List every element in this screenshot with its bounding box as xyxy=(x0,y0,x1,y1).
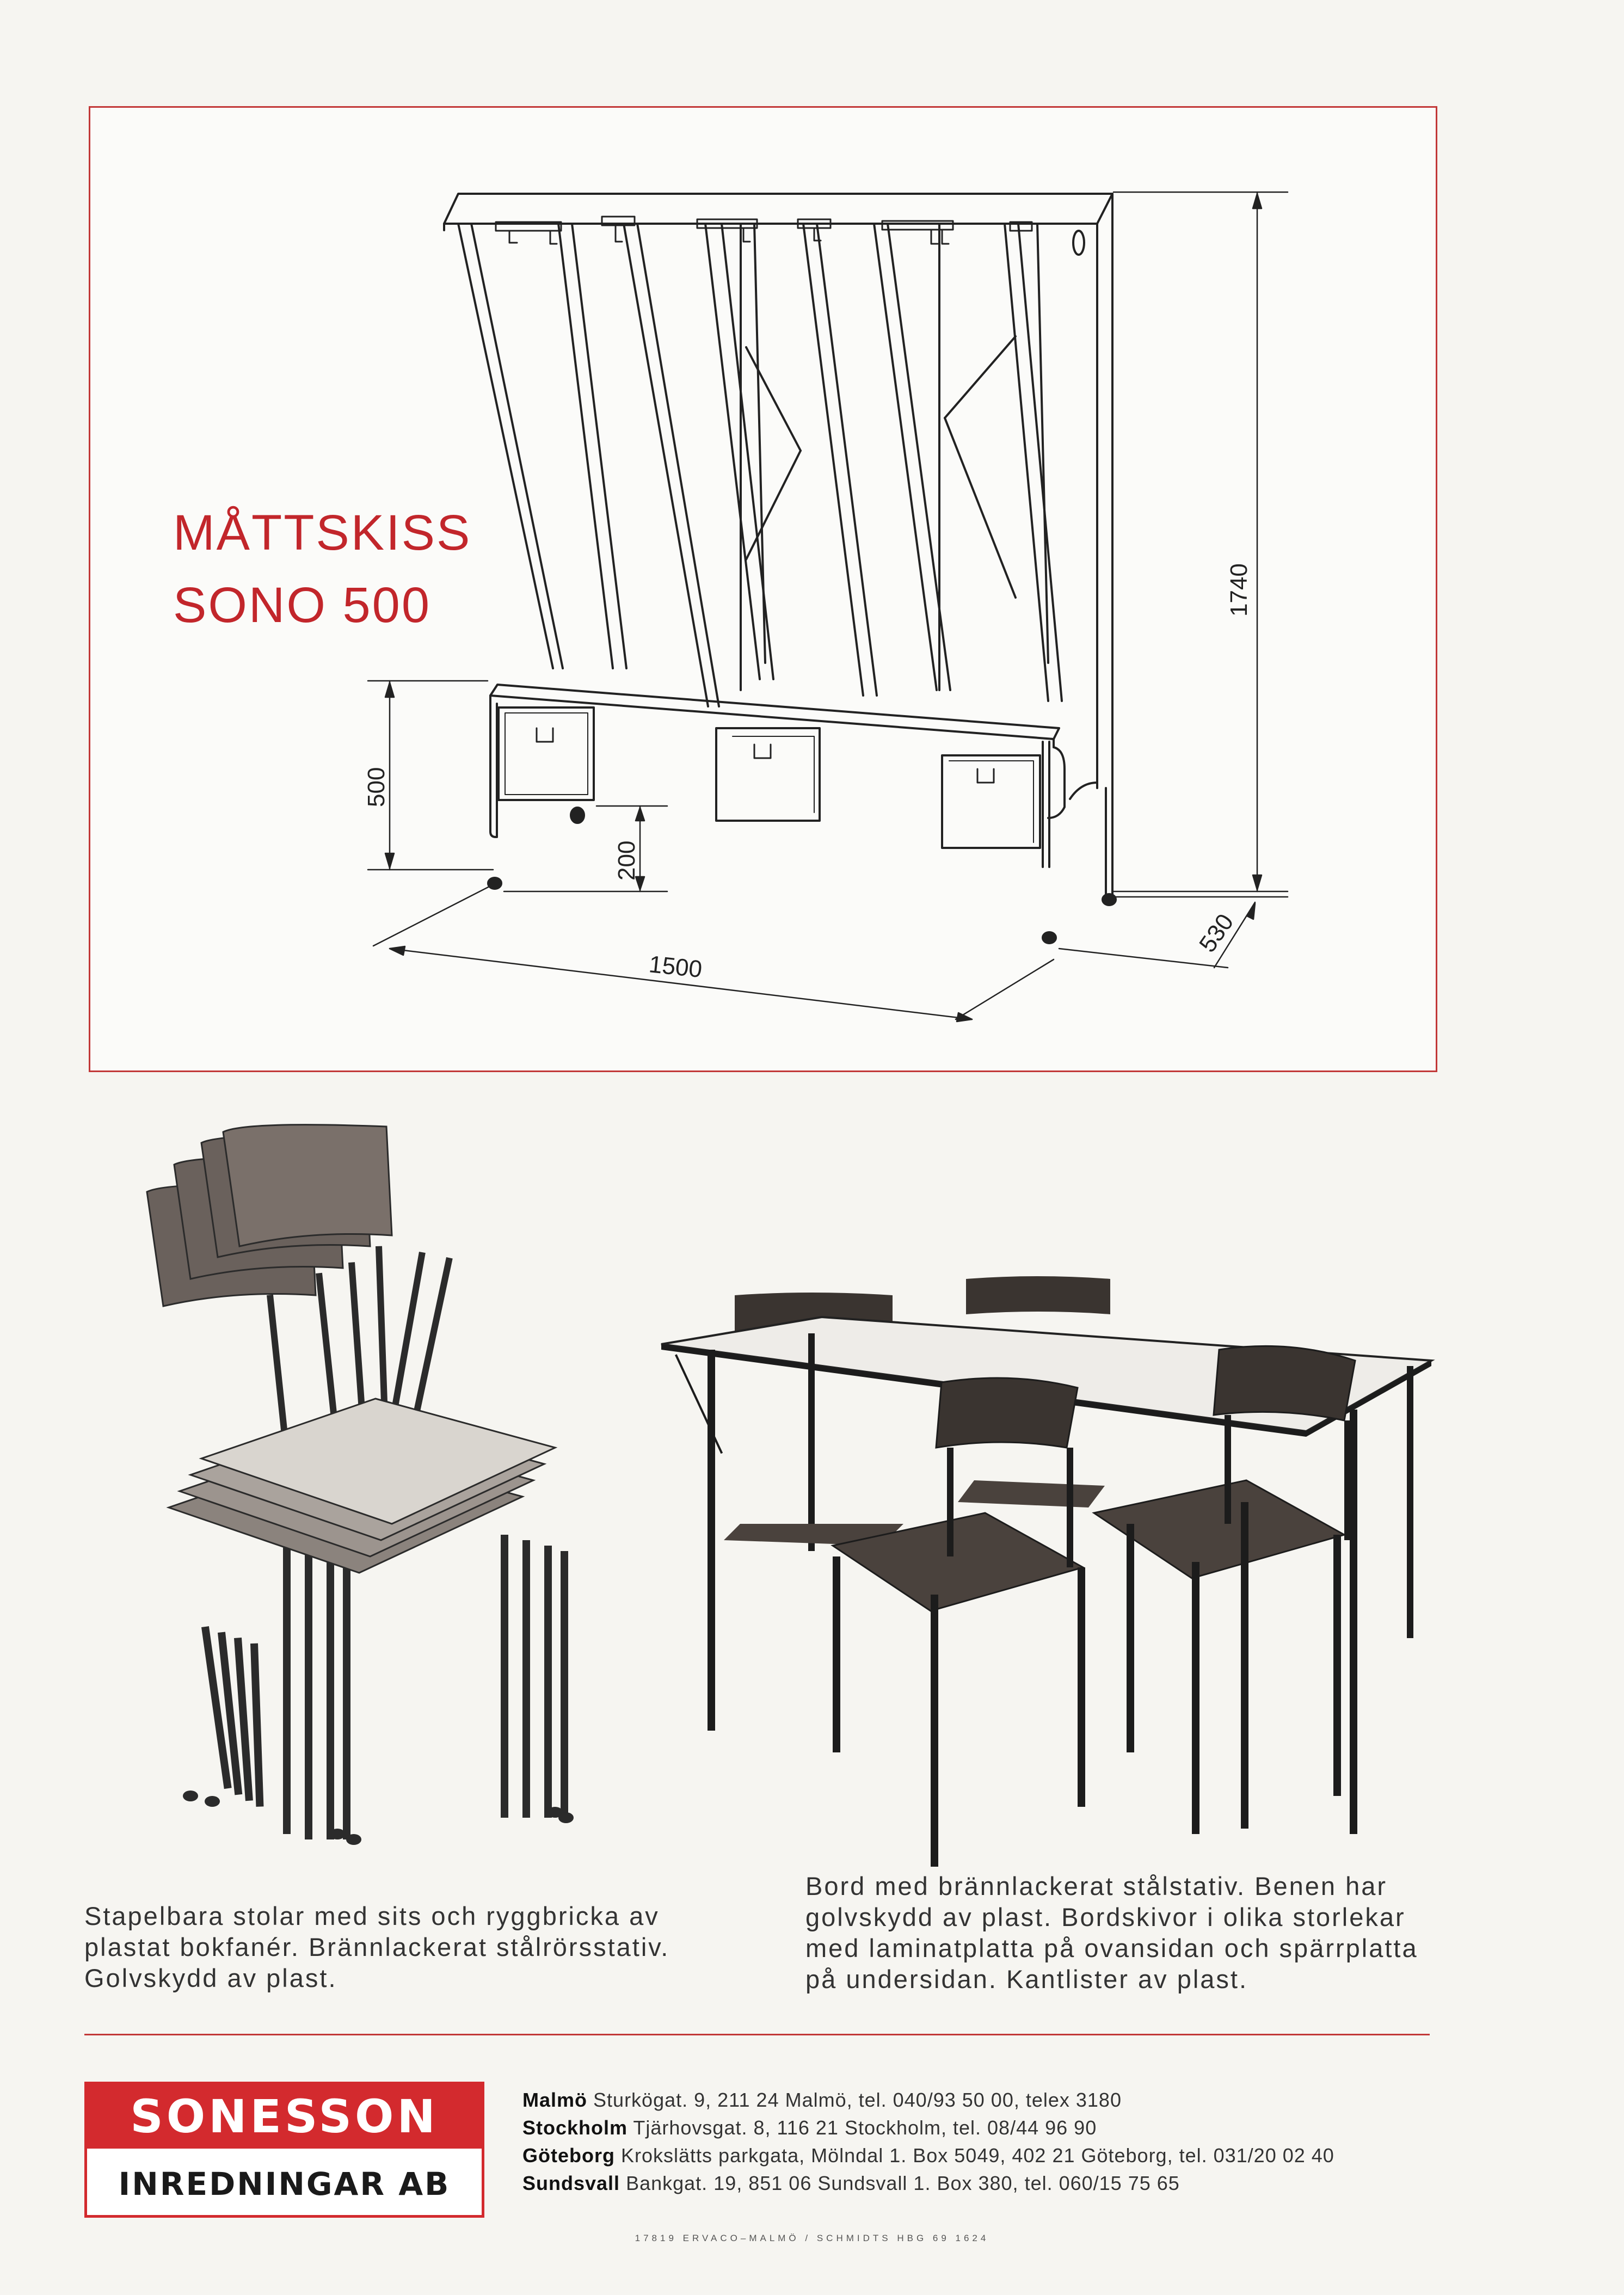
address-text: Tjärhovsgat. 8, 116 21 Stockholm, tel. 08/44 96 90 xyxy=(633,2116,1097,2139)
chairs-caption xyxy=(84,1900,716,1993)
address-text: Krokslätts parkgata, Mölndal 1. Box 5049, 402 21 Göteborg, tel. 031/20 02 40 xyxy=(621,2144,1334,2167)
address-row xyxy=(522,2142,1480,2169)
footer-divider xyxy=(84,2034,1430,2035)
logo-company-subtitle: INREDNINGAR AB xyxy=(118,2165,451,2202)
chairs-caption-line: Golvskydd av plast. xyxy=(84,1964,337,1992)
dim-depth-label: 530 xyxy=(1194,909,1239,957)
table-caption xyxy=(805,1871,1437,1995)
dim-height-label: 1740 xyxy=(1226,563,1252,617)
sketch-title-line1: MÅTTSKISS xyxy=(173,505,472,561)
table-caption-line: golvskydd av plast. Bordskivor i olika storlekar xyxy=(805,1903,1406,1931)
sonesson-logo xyxy=(84,2082,484,2218)
logo-company-name: SONESSON xyxy=(87,2084,482,2149)
address-row xyxy=(522,2114,1480,2142)
table-caption-line: med laminatplatta på ovansidan och spärrplatta xyxy=(805,1934,1418,1962)
address-text: Bankgat. 19, 851 06 Sundsvall 1. Box 380, tel. 060/15 75 65 xyxy=(626,2172,1180,2194)
address-city: Malmö xyxy=(522,2089,588,2111)
dimension-sketch xyxy=(89,106,1437,1072)
dim-lift-label: 200 xyxy=(613,840,640,881)
address-city: Sundsvall xyxy=(522,2172,620,2194)
address-row xyxy=(522,2169,1480,2197)
address-row xyxy=(522,2086,1480,2114)
address-city: Stockholm xyxy=(522,2116,628,2139)
table-caption-line: Bord med brännlackerat stålstativ. Benen har xyxy=(805,1872,1388,1900)
office-addresses xyxy=(522,2086,1480,2197)
stacked-chairs-photo xyxy=(87,1110,642,1894)
table-caption-line: på undersidan. Kantlister av plast. xyxy=(805,1965,1248,1993)
sketch-title-line2: SONO 500 xyxy=(173,577,431,633)
chairs-caption-line: plastat bokfanér. Brännlackerat stålrörsstativ. xyxy=(84,1933,670,1961)
address-city: Göteborg xyxy=(522,2144,615,2167)
printer-imprint: 17819 ERVACO–MALMÖ / SCHMIDTS HBG 69 1624 xyxy=(635,2233,989,2243)
dim-bench-label: 500 xyxy=(363,767,390,807)
table-and-chairs-photo xyxy=(653,1273,1437,1867)
address-text: Sturkögat. 9, 211 24 Malmö, tel. 040/93 50 00, telex 3180 xyxy=(593,2089,1122,2111)
chairs-caption-line: Stapelbara stolar med sits och ryggbricka av xyxy=(84,1902,660,1930)
dim-width-label: 1500 xyxy=(647,951,704,983)
